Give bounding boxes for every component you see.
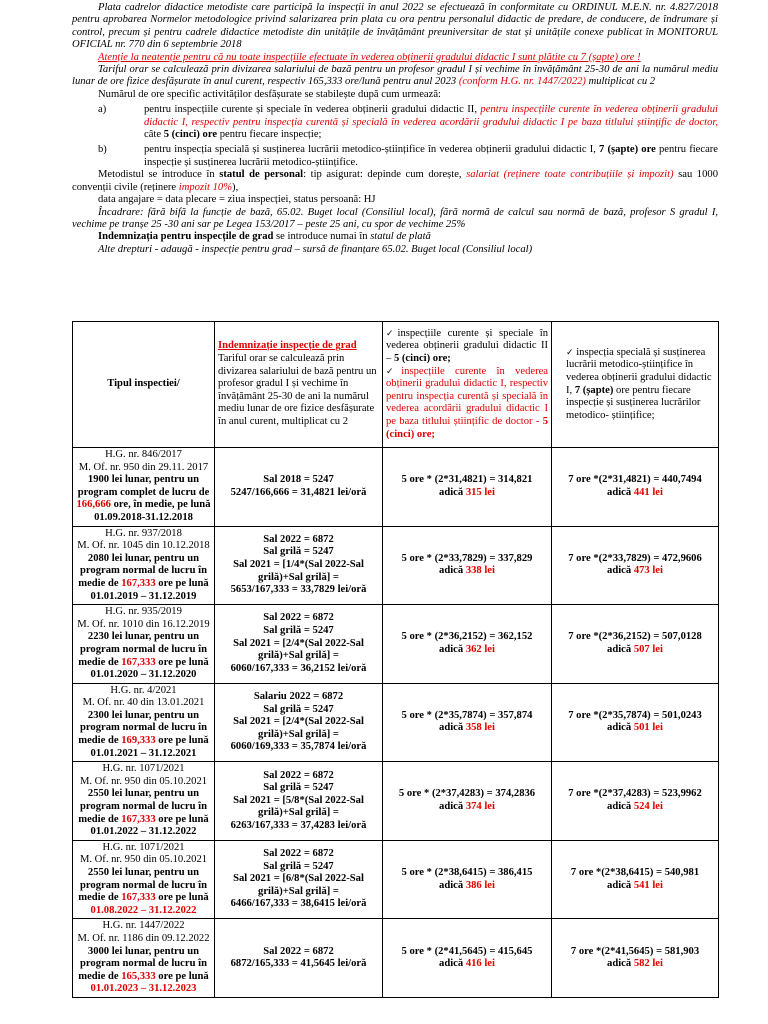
hours-suffix: ore pe lună bbox=[155, 970, 209, 982]
hours-value: 166,666 bbox=[76, 499, 111, 511]
warning-note: Atenție la neatenție pentru că nu toate inspecțiile efectuate în vederea obținerii gradului didactic I sunt plătite cu 7 (șapte) ore ! bbox=[98, 51, 641, 63]
salary-text: 3000 lei lunar, pentru un program normal de lucru în medie de bbox=[78, 945, 207, 982]
five-hours-adica: adică bbox=[439, 801, 466, 813]
seven-hours-cell bbox=[552, 840, 719, 919]
item-b: b) pentru inspecția specială și susținerea lucrării metodico-științifice în vederea obținerii gradului didactic I, 7 (șapte) ore pentru fiecare inspecție și susținerea lucrării metodico-științifice. bbox=[98, 144, 719, 168]
seven-hours-adica: adică bbox=[607, 486, 634, 498]
seven-hours-cell bbox=[552, 683, 719, 762]
calc-line: Salariu 2022 = 6872 bbox=[253, 690, 344, 702]
intro-paragraph: Plata cadrelor didactice metodiste care participă la inspecții în anul 2022 se efectuează în conformitate cu ORDINUL M.E.N. nr. 4.827/2018 pentru aprobarea Normelor metodologice privind salarizarea prin plata cu ora pentru personalul didactic de predare, de conducere, de îndrumare și control, precum și pentru cadrele didactice metodiste din unitățile de învățământ preuniversitar de stat și unitățile conexe publicat în MONITORUL OFICIAL nr. 770 din 6 septembrie 2018 bbox=[72, 2, 718, 51]
calc-cell bbox=[215, 919, 383, 998]
seven-hours-formula: 7 ore *(2*31,4821) = 440,7494 bbox=[568, 474, 702, 486]
other-rights-line: Alte drepturi - adaugă - inspecție pentru grad – sursă de finanțare 65.02. Buget local (Consiliul local) bbox=[98, 243, 533, 255]
calc-cell bbox=[215, 448, 383, 527]
calc-line: Sal 2021 = [1/4*(Sal 2022-Sal grilă)+Sal grilă] = bbox=[233, 559, 364, 583]
calc-line: 6872/165,333 = 41,5645 lei/oră bbox=[230, 958, 367, 970]
period: 01.01.2022 – 31.12.2022 bbox=[90, 826, 197, 838]
hg-ref: H.G. nr. 4/2021 bbox=[110, 684, 177, 696]
five-hours-cell bbox=[383, 683, 552, 762]
calc-cell bbox=[215, 683, 383, 762]
calc-line: Sal grilă = 5247 bbox=[263, 782, 334, 794]
hours-suffix: ore pe lună bbox=[155, 892, 209, 904]
hours-value: 167,333 bbox=[121, 577, 156, 589]
header-five-hours bbox=[383, 322, 552, 448]
calc-line: 6263/167,333 = 37,4283 lei/oră bbox=[230, 819, 367, 831]
document-body bbox=[72, 2, 718, 256]
hg-ref: H.G. nr. 1071/2021 bbox=[102, 841, 185, 853]
five-hours-cell bbox=[383, 840, 552, 919]
check-icon: ✓ bbox=[386, 366, 402, 377]
seven-hours-adica: adică bbox=[607, 565, 634, 577]
seven-hours-amount: 501 lei bbox=[633, 722, 663, 734]
table-row bbox=[73, 605, 719, 684]
five-hours-amount: 386 lei bbox=[465, 879, 495, 891]
table-row bbox=[73, 919, 719, 998]
hours-suffix: ore pe lună bbox=[155, 735, 209, 747]
legal-basis-cell bbox=[73, 683, 215, 762]
period: 01.09.2018-31.12.2018 bbox=[94, 511, 193, 523]
seven-hours-adica: adică bbox=[607, 879, 634, 891]
calc-cell bbox=[215, 840, 383, 919]
payment-table bbox=[72, 321, 719, 998]
mof-ref: M. Of. nr. 1045 din 10.12.2018 bbox=[77, 540, 210, 552]
hg-ref: H.G. nr. 937/2018 bbox=[105, 527, 182, 539]
calc-cell bbox=[215, 605, 383, 684]
five-hours-adica: adică bbox=[439, 958, 466, 970]
five-hours-cell bbox=[383, 448, 552, 527]
five-hours-cell bbox=[383, 762, 552, 841]
classification-paragraph: Încadrare: fără bifă la funcție de bază, 65.02. Buget local (Consiliul local), fără normă de calcul sau normă de bază, profesor S gradul I, vechime pe tranșe 25 -30 ani sar pe Legea 153/2017 – peste 25 ani, cu spor de vechime 25% bbox=[72, 206, 719, 230]
mof-ref: M. Of. nr. 40 din 13.01.2021 bbox=[82, 697, 205, 709]
mof-ref: M. Of. nr. 950 din 05.10.2021 bbox=[79, 854, 208, 866]
mof-ref: M. Of. nr. 1186 din 09.12.2022 bbox=[77, 932, 210, 944]
five-hours-adica: adică bbox=[439, 486, 466, 498]
calc-line: Sal grilă = 5247 bbox=[263, 703, 334, 715]
five-hours-cell bbox=[383, 605, 552, 684]
hours-value: 169,333 bbox=[121, 735, 156, 747]
check-icon: ✓ bbox=[566, 347, 574, 358]
calc-line: 5247/166,666 = 31,4821 lei/oră bbox=[230, 486, 367, 498]
five-hours-cell bbox=[383, 919, 552, 998]
calc-cell bbox=[215, 762, 383, 841]
five-hours-amount: 338 lei bbox=[465, 565, 495, 577]
hours-suffix: ore pe lună bbox=[155, 656, 209, 668]
hours-suffix: ore pe lună bbox=[155, 577, 209, 589]
header-five-item-2: ✓inspecțiile curente în vederea obținerii gradului didactic I, respectiv pentru inspecția curentă și specială în vederea acordării gradului didactic I pe baza titlului științific de doctor - 5 (cinci) ore; bbox=[386, 365, 548, 440]
five-hours-amount: 374 lei bbox=[465, 801, 495, 813]
hours-value: 165,333 bbox=[121, 970, 156, 982]
seven-hours-formula: 7 ore *(2*36,2152) = 507,0128 bbox=[568, 631, 702, 643]
calc-line: Sal 2021 = [2/4*(Sal 2022-Sal grilă)+Sal grilă] = bbox=[233, 637, 364, 662]
calc-line: Sal 2022 = 6872 bbox=[263, 533, 334, 545]
seven-hours-cell bbox=[552, 605, 719, 684]
seven-hours-cell bbox=[552, 448, 719, 527]
five-hours-adica: adică bbox=[439, 643, 466, 655]
mof-ref: M. Of. nr. 950 din 29.11. 2017 bbox=[78, 461, 209, 473]
hg-ref: H.G. nr. 1071/2021 bbox=[102, 763, 185, 775]
header-allowance: Indemnizație inspecție de grad Tariful orar se calculează prin divizarea salariului de bază pentru un profesor gradul I și vechime în învățământ 25-30 de ani la numărul mediu lunar de ore fizice desfășurate în anul curent, multiplicat cu 2 bbox=[215, 322, 383, 448]
salary-text: 2550 lei lunar, pentru un program normal de lucru în medie de bbox=[78, 788, 207, 825]
hg-ref: H.G. nr. 1447/2022 bbox=[102, 920, 185, 932]
seven-hours-amount: 541 lei bbox=[633, 879, 663, 891]
hg-ref: H.G. nr. 846/2017 bbox=[105, 449, 182, 460]
five-hours-formula: 5 ore * (2*31,4821) = 314,821 bbox=[401, 474, 533, 486]
hours-value: 167,333 bbox=[121, 813, 156, 825]
legal-basis-cell bbox=[73, 526, 215, 605]
five-hours-amount: 358 lei bbox=[465, 722, 495, 734]
mof-ref: M. Of. nr. 950 din 05.10.2021 bbox=[79, 775, 208, 787]
seven-hours-adica: adică bbox=[607, 643, 634, 655]
five-hours-amount: 416 lei bbox=[465, 958, 495, 970]
seven-hours-adica: adică bbox=[607, 801, 634, 813]
legal-basis-cell bbox=[73, 448, 215, 527]
five-hours-adica: adică bbox=[439, 565, 466, 577]
calc-line: Sal 2021 = [6/8*(Sal 2022-Sal grilă)+Sal grilă] = bbox=[233, 873, 364, 897]
seven-hours-formula: 7 ore *(2*41,5645) = 581,903 bbox=[570, 945, 700, 957]
period: 01.01.2023 – 31.12.2023 bbox=[90, 983, 197, 995]
seven-hours-cell bbox=[552, 919, 719, 998]
calc-line: Sal grilă = 5247 bbox=[263, 860, 334, 872]
seven-hours-adica: adică bbox=[607, 722, 634, 734]
seven-hours-cell bbox=[552, 762, 719, 841]
five-hours-cell bbox=[383, 526, 552, 605]
seven-hours-formula: 7 ore *(2*38,6415) = 540,981 bbox=[570, 867, 700, 878]
table-row bbox=[73, 840, 719, 919]
five-hours-formula: 5 ore * (2*35,7874) = 357,874 bbox=[401, 709, 533, 721]
seven-hours-amount: 507 lei bbox=[633, 643, 663, 655]
calc-line: Sal grilă = 5247 bbox=[263, 546, 334, 558]
hours-paragraph: Numărul de ore specific activităților desfășurate se stabilește după cum urmează: bbox=[98, 88, 441, 100]
seven-hours-formula: 7 ore *(2*33,7829) = 472,9606 bbox=[568, 552, 702, 564]
seven-hours-formula: 7 ore *(2*35,7874) = 501,0243 bbox=[568, 709, 702, 721]
calc-line: Sal 2022 = 6872 bbox=[263, 612, 334, 624]
legal-basis-cell bbox=[73, 762, 215, 841]
employment-date-line: data angajare = data plecare = ziua inspecției, status persoană: HJ bbox=[98, 194, 376, 206]
hours-value: 167,333 bbox=[121, 892, 156, 904]
five-hours-formula: 5 ore * (2*38,6415) = 386,415 bbox=[401, 867, 533, 878]
legal-basis-cell bbox=[73, 919, 215, 998]
seven-hours-adica: adică bbox=[607, 958, 634, 970]
salary-text: 1900 lei lunar, pentru un program complet de lucru de bbox=[77, 474, 210, 498]
calc-line: Sal 2022 = 6872 bbox=[263, 945, 334, 957]
table-row bbox=[73, 448, 719, 527]
legal-basis-cell bbox=[73, 840, 215, 919]
intro-text bbox=[72, 2, 718, 256]
header-inspection-type: Tipul inspectiei/ bbox=[73, 322, 215, 448]
calc-line: Sal 2018 = 5247 bbox=[263, 474, 334, 486]
table-row bbox=[73, 526, 719, 605]
table-row bbox=[73, 762, 719, 841]
five-hours-formula: 5 ore * (2*41,5645) = 415,645 bbox=[401, 945, 533, 957]
calc-line: 6060/167,333 = 36,2152 lei/oră bbox=[230, 662, 367, 674]
five-hours-formula: 5 ore * (2*33,7829) = 337,829 bbox=[401, 552, 533, 564]
five-hours-amount: 362 lei bbox=[465, 643, 495, 655]
hours-value: 167,333 bbox=[121, 656, 156, 668]
table-body bbox=[73, 448, 719, 998]
table-row bbox=[73, 683, 719, 762]
item-a: a) pentru inspecțiile curente și speciale în vederea obținerii gradului didactic II, pentru inspecțiile curente în vederea obținerii gradului didactic I, respectiv pentru inspecția curentă și specială în vederea acordării gradului didactic I pe baza titlului științific de doctor, câte 5 (cinci) ore pentru fiecare inspecție; bbox=[98, 104, 718, 141]
five-hours-formula: 5 ore * (2*37,4283) = 374,2836 bbox=[398, 788, 536, 800]
seven-hours-amount: 582 lei bbox=[633, 958, 663, 970]
seven-hours-amount: 441 lei bbox=[633, 486, 663, 498]
seven-hours-formula: 7 ore *(2*37,4283) = 523,9962 bbox=[568, 788, 702, 800]
table-header-row bbox=[73, 322, 719, 448]
calc-line: 6466/167,333 = 38,6415 lei/oră bbox=[230, 898, 367, 910]
mof-ref: M. Of. nr. 1010 din 16.12.2019 bbox=[77, 618, 210, 630]
seven-hours-amount: 473 lei bbox=[633, 565, 663, 577]
calc-line: Sal 2022 = 6872 bbox=[263, 848, 334, 860]
calc-line: 5653/167,333 = 33,7829 lei/oră bbox=[230, 584, 367, 596]
period: 01.01.2021 – 31.12.2021 bbox=[90, 747, 197, 759]
hours-suffix: ore pe lună bbox=[155, 813, 209, 825]
period: 01.08.2022 – 31.12.2022 bbox=[90, 904, 197, 916]
tariff-paragraph: Tariful orar se calculează prin divizarea salariului de bază pentru un profesor gradul I și vechime în învățământ 25-30 de ani la numărul mediu lunar de ore fizice desfășurate în anul curent, respectiv 165,333 ore/lună pentru anul 2023 (conform H.G. nr. 1447/2022) multiplicat cu 2 bbox=[72, 64, 718, 88]
header-five-item-1: ✓inspecțiile curente și speciale în vederea obținerii gradului didactic II – 5 (cinci) ore; bbox=[386, 327, 548, 365]
salary-text: 2080 lei lunar, pentru un program normal de lucru în medie de bbox=[78, 552, 207, 589]
hg-ref: H.G. nr. 935/2019 bbox=[105, 606, 182, 618]
calc-cell bbox=[215, 526, 383, 605]
salary-text: 2300 lei lunar, pentru un program normal de lucru în medie de bbox=[78, 709, 207, 747]
period: 01.01.2019 – 31.12.2019 bbox=[90, 590, 197, 602]
calc-line: Sal grilă = 5247 bbox=[263, 625, 334, 637]
allowance-paragraph: Indemnizația pentru inspecțile de grad se introduce numai în statul de plată bbox=[98, 231, 431, 243]
five-hours-amount: 315 lei bbox=[465, 486, 495, 498]
period: 01.01.2020 – 31.12.2020 bbox=[90, 669, 197, 681]
calc-line: Sal 2021 = [2/4*(Sal 2022-Sal grilă)+Sal grilă] = bbox=[233, 716, 364, 740]
legal-basis-cell bbox=[73, 605, 215, 684]
five-hours-adica: adică bbox=[439, 722, 466, 734]
five-hours-adica: adică bbox=[439, 879, 466, 891]
calc-line: 6060/169,333 = 35,7874 lei/oră bbox=[230, 741, 367, 753]
calc-line: Sal 2021 = [5/8*(Sal 2022-Sal grilă)+Sal grilă] = bbox=[233, 794, 364, 819]
calc-line: Sal 2022 = 6872 bbox=[263, 769, 334, 781]
header-seven-hours: ✓ inspecția specială și susținerea lucrării metodico-științifice în vederea obținerii gradului didactic I, 7 (șapte) ore pentru fiecare inspecție și susținerea lucrărilor metodico- științifice; bbox=[552, 322, 719, 448]
check-icon: ✓ bbox=[386, 328, 398, 339]
seven-hours-cell bbox=[552, 526, 719, 605]
seven-hours-amount: 524 lei bbox=[633, 801, 663, 813]
hours-suffix: ore, în medie, pe lună bbox=[110, 499, 211, 511]
salary-text: 2550 lei lunar, pentru un program normal de lucru în medie de bbox=[78, 867, 207, 904]
personnel-paragraph: Metodistul se introduce în statul de personal: tip asigurat: depinde cum dorește, salariat (reținere toate contribuțiile și impozit) sau 1000 convenții civile (reținere impozit 10%), bbox=[72, 169, 718, 193]
salary-text: 2230 lei lunar, pentru un program normal de lucru în medie de bbox=[78, 631, 207, 668]
five-hours-formula: 5 ore * (2*36,2152) = 362,152 bbox=[401, 631, 533, 643]
